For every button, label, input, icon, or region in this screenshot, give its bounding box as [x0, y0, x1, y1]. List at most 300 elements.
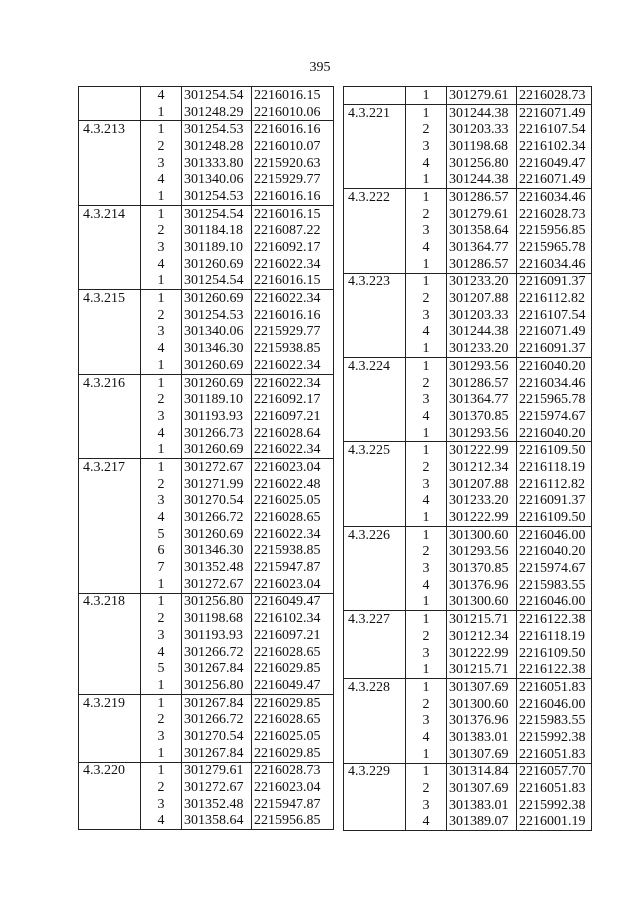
y-coordinate: 2216034.46 — [517, 375, 592, 392]
point-number: 1 — [141, 357, 182, 374]
x-coordinate: 301260.69 — [182, 357, 252, 374]
coordinate-row — [344, 611, 592, 628]
parcel-id — [79, 87, 141, 104]
y-coordinate: 2216010.06 — [252, 104, 334, 121]
point-number: 1 — [141, 459, 182, 476]
coordinate-row — [344, 712, 592, 729]
parcel-id — [79, 660, 141, 677]
coordinate-row — [344, 104, 592, 121]
point-number: 3 — [406, 307, 447, 324]
x-coordinate: 301300.60 — [447, 696, 517, 713]
point-number: 1 — [406, 746, 447, 763]
coordinate-row — [79, 273, 334, 290]
x-coordinate: 301286.57 — [447, 189, 517, 206]
parcel-id — [79, 441, 141, 458]
y-coordinate: 2215956.85 — [517, 223, 592, 240]
coordinate-row — [79, 138, 334, 155]
parcel-id — [79, 476, 141, 493]
x-coordinate: 301370.85 — [447, 560, 517, 577]
x-coordinate: 301300.60 — [447, 594, 517, 611]
coordinate-row — [344, 391, 592, 408]
x-coordinate: 301266.72 — [182, 509, 252, 526]
parcel-id — [344, 256, 406, 273]
point-number: 2 — [141, 779, 182, 796]
y-coordinate: 2215974.67 — [517, 560, 592, 577]
y-coordinate: 2216022.34 — [252, 441, 334, 458]
parcel-id — [344, 121, 406, 138]
coordinate-row — [79, 155, 334, 172]
x-coordinate: 301270.54 — [182, 728, 252, 745]
parcel-id — [344, 696, 406, 713]
coordinate-row — [344, 526, 592, 543]
point-number: 2 — [406, 290, 447, 307]
coordinate-row — [79, 493, 334, 510]
point-number: 1 — [141, 188, 182, 205]
parcel-id — [79, 188, 141, 205]
point-number: 4 — [141, 509, 182, 526]
parcel-id — [79, 223, 141, 240]
y-coordinate: 2216034.46 — [517, 189, 592, 206]
parcel-id — [344, 797, 406, 814]
y-coordinate: 2216028.73 — [517, 87, 592, 105]
point-number: 1 — [141, 205, 182, 222]
point-number: 6 — [141, 543, 182, 560]
point-number: 4 — [406, 324, 447, 341]
coordinate-row — [79, 290, 334, 307]
coordinate-row — [79, 324, 334, 341]
coordinate-row — [344, 189, 592, 206]
x-coordinate: 301198.68 — [447, 138, 517, 155]
point-number: 2 — [406, 375, 447, 392]
y-coordinate: 2216049.47 — [252, 593, 334, 610]
parcel-id: 4.3.229 — [344, 763, 406, 780]
point-number: 4 — [141, 256, 182, 273]
point-number: 4 — [406, 493, 447, 510]
x-coordinate: 301293.56 — [447, 544, 517, 561]
y-coordinate: 2216091.37 — [517, 340, 592, 357]
coordinate-row — [79, 391, 334, 408]
coordinate-row — [344, 780, 592, 797]
y-coordinate: 2215965.78 — [517, 239, 592, 256]
x-coordinate: 301267.84 — [182, 745, 252, 762]
point-number: 4 — [406, 408, 447, 425]
parcel-id — [79, 526, 141, 543]
y-coordinate: 2216091.37 — [517, 273, 592, 290]
y-coordinate: 2215947.87 — [252, 796, 334, 813]
point-number: 3 — [406, 391, 447, 408]
x-coordinate: 301389.07 — [447, 814, 517, 831]
coordinate-table-left — [78, 86, 334, 830]
parcel-id: 4.3.221 — [344, 104, 406, 121]
coordinate-row — [79, 779, 334, 796]
x-coordinate: 301244.38 — [447, 171, 517, 188]
point-number: 1 — [141, 374, 182, 391]
x-coordinate: 301271.99 — [182, 476, 252, 493]
x-coordinate: 301254.54 — [182, 87, 252, 104]
x-coordinate: 301222.99 — [447, 442, 517, 459]
x-coordinate: 301364.77 — [447, 391, 517, 408]
coordinate-row — [344, 223, 592, 240]
parcel-id — [79, 559, 141, 576]
parcel-id: 4.3.218 — [79, 593, 141, 610]
y-coordinate: 2216087.22 — [252, 223, 334, 240]
coordinate-row — [79, 813, 334, 830]
y-coordinate: 2216051.83 — [517, 679, 592, 696]
point-number: 2 — [141, 307, 182, 324]
y-coordinate: 2216028.65 — [252, 509, 334, 526]
point-number: 4 — [141, 644, 182, 661]
point-number: 4 — [141, 87, 182, 104]
coordinate-row — [79, 171, 334, 188]
point-number: 1 — [406, 256, 447, 273]
coordinate-row — [344, 324, 592, 341]
point-number: 3 — [141, 239, 182, 256]
parcel-id — [344, 375, 406, 392]
parcel-id: 4.3.223 — [344, 273, 406, 290]
y-coordinate: 2216051.83 — [517, 780, 592, 797]
point-number: 3 — [141, 408, 182, 425]
coordinate-row — [79, 593, 334, 610]
point-number: 2 — [406, 780, 447, 797]
coordinate-row — [79, 476, 334, 493]
coordinate-row — [344, 476, 592, 493]
y-coordinate: 2216010.07 — [252, 138, 334, 155]
y-coordinate: 2216102.34 — [517, 138, 592, 155]
y-coordinate: 2216109.50 — [517, 509, 592, 526]
point-number: 2 — [406, 628, 447, 645]
y-coordinate: 2215938.85 — [252, 543, 334, 560]
coordinate-row — [79, 677, 334, 694]
x-coordinate: 301254.54 — [182, 205, 252, 222]
x-coordinate: 301189.10 — [182, 239, 252, 256]
y-coordinate: 2216071.49 — [517, 324, 592, 341]
parcel-id — [344, 493, 406, 510]
point-number: 1 — [406, 661, 447, 678]
parcel-id — [79, 155, 141, 172]
x-coordinate: 301272.67 — [182, 779, 252, 796]
parcel-id — [344, 307, 406, 324]
y-coordinate: 2216022.34 — [252, 290, 334, 307]
x-coordinate: 301193.93 — [182, 408, 252, 425]
point-number: 4 — [141, 813, 182, 830]
coordinate-row — [79, 711, 334, 728]
point-number: 3 — [406, 712, 447, 729]
coordinate-row — [344, 763, 592, 780]
parcel-id — [79, 425, 141, 442]
x-coordinate: 301256.80 — [182, 593, 252, 610]
x-coordinate: 301286.57 — [447, 256, 517, 273]
coordinate-row — [79, 526, 334, 543]
coordinate-row — [344, 577, 592, 594]
parcel-id — [344, 138, 406, 155]
coordinate-row — [344, 729, 592, 746]
y-coordinate: 2216092.17 — [252, 391, 334, 408]
x-coordinate: 301333.80 — [182, 155, 252, 172]
x-coordinate: 301346.30 — [182, 340, 252, 357]
point-number: 3 — [141, 627, 182, 644]
y-coordinate: 2216118.19 — [517, 628, 592, 645]
point-number: 1 — [406, 611, 447, 628]
parcel-id: 4.3.224 — [344, 358, 406, 375]
y-coordinate: 2216029.85 — [252, 660, 334, 677]
coordinate-row — [344, 797, 592, 814]
coordinate-row — [344, 746, 592, 763]
y-coordinate: 2216046.00 — [517, 696, 592, 713]
parcel-id — [79, 813, 141, 830]
parcel-id: 4.3.226 — [344, 526, 406, 543]
y-coordinate: 2216051.83 — [517, 746, 592, 763]
point-number: 1 — [141, 593, 182, 610]
x-coordinate: 301189.10 — [182, 391, 252, 408]
x-coordinate: 301256.80 — [182, 677, 252, 694]
y-coordinate: 2216025.05 — [252, 493, 334, 510]
coordinate-row — [79, 576, 334, 593]
coordinate-row — [79, 223, 334, 240]
point-number: 2 — [141, 223, 182, 240]
parcel-id — [79, 493, 141, 510]
y-coordinate: 2215965.78 — [517, 391, 592, 408]
parcel-id — [79, 745, 141, 762]
parcel-id — [344, 560, 406, 577]
x-coordinate: 301383.01 — [447, 797, 517, 814]
y-coordinate: 2216016.16 — [252, 188, 334, 205]
y-coordinate: 2216046.00 — [517, 526, 592, 543]
x-coordinate: 301307.69 — [447, 746, 517, 763]
parcel-id — [344, 408, 406, 425]
coordinate-row — [344, 87, 592, 105]
x-coordinate: 301279.61 — [447, 87, 517, 105]
y-coordinate: 2216122.38 — [517, 611, 592, 628]
coordinate-row — [344, 358, 592, 375]
x-coordinate: 301279.61 — [447, 206, 517, 223]
y-coordinate: 2215974.67 — [517, 408, 592, 425]
point-number: 2 — [406, 544, 447, 561]
point-number: 1 — [406, 340, 447, 357]
parcel-id — [79, 239, 141, 256]
point-number: 1 — [406, 104, 447, 121]
parcel-id — [79, 256, 141, 273]
parcel-id — [79, 391, 141, 408]
point-number: 2 — [141, 476, 182, 493]
x-coordinate: 301260.69 — [182, 290, 252, 307]
x-coordinate: 301340.06 — [182, 171, 252, 188]
parcel-id: 4.3.216 — [79, 374, 141, 391]
x-coordinate: 301207.88 — [447, 290, 517, 307]
point-number: 4 — [406, 239, 447, 256]
point-number: 1 — [141, 273, 182, 290]
coordinate-row — [79, 121, 334, 138]
parcel-id: 4.3.217 — [79, 459, 141, 476]
y-coordinate: 2216071.49 — [517, 104, 592, 121]
point-number: 1 — [406, 594, 447, 611]
y-coordinate: 2216046.00 — [517, 594, 592, 611]
x-coordinate: 301260.69 — [182, 256, 252, 273]
coordinate-row — [344, 645, 592, 662]
coordinate-row — [79, 796, 334, 813]
parcel-id — [344, 645, 406, 662]
x-coordinate: 301266.73 — [182, 425, 252, 442]
coordinate-row — [344, 273, 592, 290]
point-number: 2 — [406, 696, 447, 713]
x-coordinate: 301314.84 — [447, 763, 517, 780]
coordinate-row — [79, 459, 334, 476]
parcel-id — [344, 290, 406, 307]
x-coordinate: 301215.71 — [447, 611, 517, 628]
y-coordinate: 2216028.73 — [252, 762, 334, 779]
x-coordinate: 301203.33 — [447, 121, 517, 138]
x-coordinate: 301215.71 — [447, 661, 517, 678]
y-coordinate: 2216107.54 — [517, 307, 592, 324]
coordinate-table-right — [343, 86, 592, 831]
point-number: 1 — [406, 171, 447, 188]
y-coordinate: 2216028.64 — [252, 425, 334, 442]
parcel-id — [344, 509, 406, 526]
parcel-id — [344, 223, 406, 240]
parcel-id: 4.3.227 — [344, 611, 406, 628]
coordinate-row — [344, 544, 592, 561]
point-number: 1 — [406, 425, 447, 442]
coordinate-row — [344, 121, 592, 138]
parcel-id — [344, 171, 406, 188]
y-coordinate: 2216016.16 — [252, 121, 334, 138]
coordinate-row — [344, 661, 592, 678]
parcel-id — [344, 340, 406, 357]
point-number: 3 — [406, 138, 447, 155]
point-number: 3 — [406, 645, 447, 662]
point-number: 1 — [406, 509, 447, 526]
y-coordinate: 2216023.04 — [252, 779, 334, 796]
x-coordinate: 301300.60 — [447, 526, 517, 543]
point-number: 3 — [406, 560, 447, 577]
parcel-id: 4.3.214 — [79, 205, 141, 222]
point-number: 1 — [141, 121, 182, 138]
y-coordinate: 2215956.85 — [252, 813, 334, 830]
coordinate-row — [79, 104, 334, 121]
parcel-id — [79, 509, 141, 526]
coordinate-row — [79, 441, 334, 458]
coordinate-row — [344, 442, 592, 459]
y-coordinate: 2215920.63 — [252, 155, 334, 172]
parcel-id — [344, 594, 406, 611]
coordinate-row — [79, 340, 334, 357]
point-number: 4 — [406, 577, 447, 594]
x-coordinate: 301307.69 — [447, 679, 517, 696]
y-coordinate: 2216029.85 — [252, 694, 334, 711]
coordinate-row — [79, 728, 334, 745]
y-coordinate: 2215947.87 — [252, 559, 334, 576]
point-number: 1 — [406, 526, 447, 543]
x-coordinate: 301270.54 — [182, 493, 252, 510]
coordinate-row — [79, 627, 334, 644]
point-number: 1 — [406, 679, 447, 696]
x-coordinate: 301233.20 — [447, 340, 517, 357]
parcel-id — [79, 340, 141, 357]
parcel-id — [344, 391, 406, 408]
coordinate-row — [344, 679, 592, 696]
coordinate-row — [79, 256, 334, 273]
parcel-id — [79, 543, 141, 560]
parcel-id — [344, 459, 406, 476]
y-coordinate: 2216118.19 — [517, 459, 592, 476]
y-coordinate: 2216029.85 — [252, 745, 334, 762]
y-coordinate: 2216016.16 — [252, 307, 334, 324]
coordinate-row — [79, 239, 334, 256]
y-coordinate: 2216028.73 — [517, 206, 592, 223]
y-coordinate: 2216112.82 — [517, 290, 592, 307]
y-coordinate: 2215983.55 — [517, 577, 592, 594]
y-coordinate: 2216022.34 — [252, 526, 334, 543]
point-number: 3 — [406, 223, 447, 240]
parcel-id — [344, 577, 406, 594]
x-coordinate: 301364.77 — [447, 239, 517, 256]
parcel-id — [79, 408, 141, 425]
x-coordinate: 301222.99 — [447, 645, 517, 662]
coordinate-row — [79, 374, 334, 391]
x-coordinate: 301256.80 — [447, 155, 517, 172]
x-coordinate: 301346.30 — [182, 543, 252, 560]
coordinate-row — [79, 762, 334, 779]
parcel-id — [344, 476, 406, 493]
coordinate-row — [79, 694, 334, 711]
point-number: 1 — [406, 189, 447, 206]
parcel-id: 4.3.228 — [344, 679, 406, 696]
parcel-id: 4.3.222 — [344, 189, 406, 206]
parcel-id — [344, 814, 406, 831]
point-number: 4 — [141, 340, 182, 357]
point-number: 2 — [406, 121, 447, 138]
parcel-id — [344, 628, 406, 645]
point-number: 4 — [406, 729, 447, 746]
coordinate-row — [79, 408, 334, 425]
y-coordinate: 2216040.20 — [517, 425, 592, 442]
y-coordinate: 2216049.47 — [252, 677, 334, 694]
x-coordinate: 301307.69 — [447, 780, 517, 797]
point-number: 1 — [141, 762, 182, 779]
parcel-id: 4.3.225 — [344, 442, 406, 459]
x-coordinate: 301383.01 — [447, 729, 517, 746]
coordinate-row — [79, 559, 334, 576]
coordinate-row — [79, 87, 334, 104]
point-number: 5 — [141, 526, 182, 543]
parcel-id — [79, 171, 141, 188]
coordinate-row — [79, 357, 334, 374]
x-coordinate: 301266.72 — [182, 711, 252, 728]
y-coordinate: 2215929.77 — [252, 171, 334, 188]
y-coordinate: 2216109.50 — [517, 645, 592, 662]
y-coordinate: 2216071.49 — [517, 171, 592, 188]
y-coordinate: 2216102.34 — [252, 610, 334, 627]
coordinate-row — [344, 171, 592, 188]
parcel-id — [344, 324, 406, 341]
parcel-id: 4.3.215 — [79, 290, 141, 307]
y-coordinate: 2216022.34 — [252, 256, 334, 273]
point-number: 2 — [141, 711, 182, 728]
coordinate-row — [344, 239, 592, 256]
point-number: 1 — [141, 290, 182, 307]
parcel-id — [79, 711, 141, 728]
x-coordinate: 301222.99 — [447, 509, 517, 526]
x-coordinate: 301203.33 — [447, 307, 517, 324]
y-coordinate: 2216107.54 — [517, 121, 592, 138]
x-coordinate: 301260.69 — [182, 374, 252, 391]
x-coordinate: 301376.96 — [447, 577, 517, 594]
y-coordinate: 2215992.38 — [517, 797, 592, 814]
x-coordinate: 301244.38 — [447, 104, 517, 121]
parcel-id — [79, 104, 141, 121]
x-coordinate: 301248.28 — [182, 138, 252, 155]
y-coordinate: 2216016.15 — [252, 87, 334, 104]
y-coordinate: 2216049.47 — [517, 155, 592, 172]
